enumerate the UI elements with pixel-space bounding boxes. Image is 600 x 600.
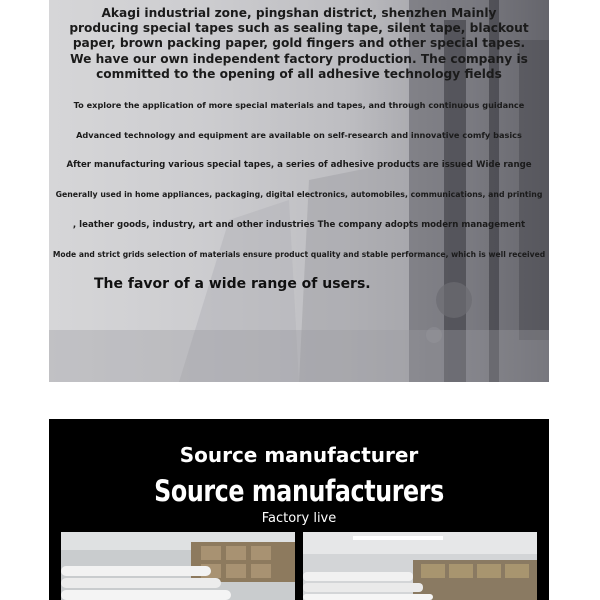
warehouse-rolls-image: [61, 532, 295, 600]
section-title: Source manufacturer: [179, 443, 419, 467]
body-line: Generally used in home appliances, packaging, digital electronics, automobiles, communications, and printing: [55, 190, 543, 199]
closing-statement: The favor of a wide range of users.: [94, 276, 371, 292]
body-line: After manufacturing various special tapes, a series of adhesive products are issued Wide range: [66, 160, 532, 170]
intro-line: We have our own independent factory production. The company is: [70, 51, 528, 66]
company-intro-banner: [49, 0, 549, 382]
warehouse-shelves-image: [303, 532, 537, 600]
intro-line: committed to the opening of all adhesive technology fields: [96, 66, 502, 81]
body-line: Mode and strict grids selection of materials ensure product quality and stable performance, which is well received: [52, 250, 546, 259]
body-line: , leather goods, industry, art and other industries The company adopts modern management: [72, 220, 526, 230]
source-manufacturer-section: [49, 419, 549, 600]
intro-line: paper, brown packing paper, gold fingers and other special tapes.: [72, 36, 526, 51]
intro-line: Akagi industrial zone, pingshan district, shenzhen Mainly: [101, 6, 497, 20]
intro-paragraph: [49, 6, 549, 82]
factory-photo-right: [303, 532, 537, 600]
section-title-large: Source manufacturers: [154, 474, 444, 508]
factory-photo-left: [61, 532, 295, 600]
section-subtitle: Factory live: [261, 511, 337, 526]
body-line: Advanced technology and equipment are available on self-research and innovative comfy basics: [76, 130, 522, 140]
body-line: To explore the application of more special materials and tapes, and through continuous guidance: [73, 100, 525, 110]
intro-line: producing special tapes such as sealing tape, silent tape, blackout: [69, 21, 529, 36]
